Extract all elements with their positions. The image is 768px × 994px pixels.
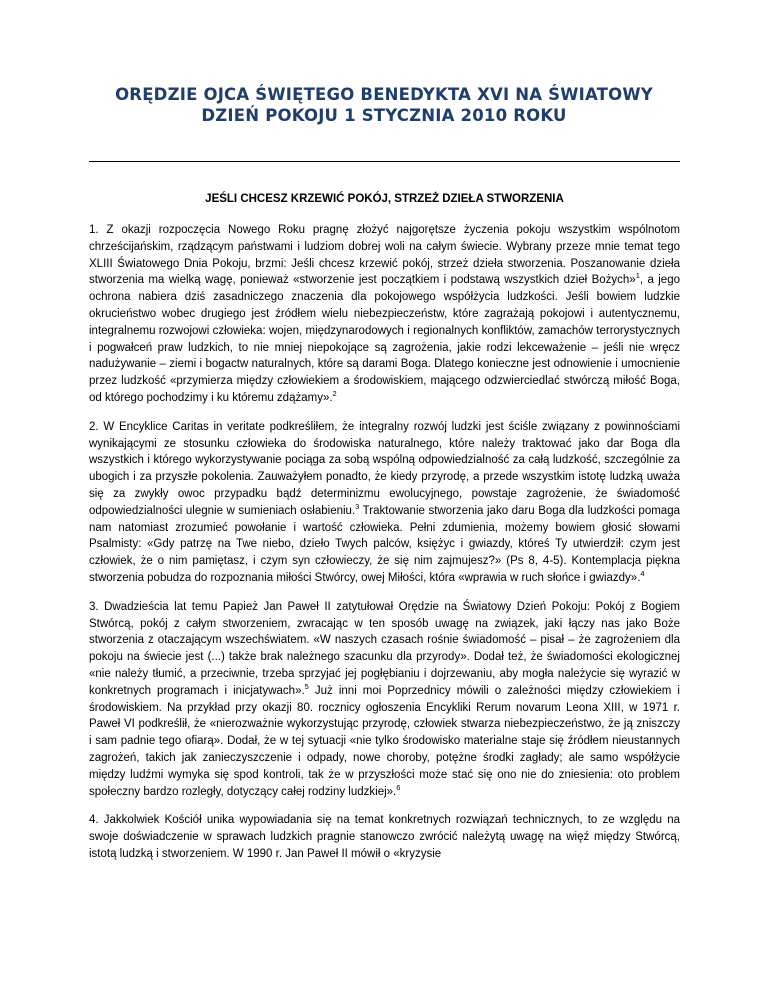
paragraph-1-part-b: , a jego ochrona nabiera dziś zasadniczego znaczenia dla pokojowego współżycia ludzkości. Jeśli bowiem ludzkie okrucieństwo wobec drugiego jest źródłem wielu niebezpieczeństw, które zagrażają pokojowi i autentycznemu, integralnemu rozwojowi człowieka: wojen, międzynarodowych i regionalnych konfliktów, zamachów terrorystycznych i pogwałceń praw ludzkich, to nie mniej niepokojące są zagrożenia, jakie rodzi lekceważenie – jeśli nie wręcz nadużywanie – ziemi i bogactw naturalnych, które są darami Boga. Dlatego konieczne jest odnowienie i umocnienie przez ludzkość «przymierza między człowiekiem a środowiskiem, mającego odzwierciedlać stwórczą miłość Boga, od którego pochodzimy i ku któremu zdążamy». <box>89 274 680 404</box>
title-line-1: ORĘDZIE OJCA ŚWIĘTEGO BENEDYKTA XVI NA ŚWIATOWY <box>115 85 653 104</box>
paragraph-1 <box>89 222 680 407</box>
paragraph-2-part-a: 2. W Encyklice Caritas in veritate podkreśliłem, że integralny rozwój ludzki jest ściśle związany z powinnościami wynikającymi ze stosunku człowieka do środowiska naturalnego, które należy traktować jako dar Boga dla wszystkich i którego wykorzystywanie pociąga za sobą wspólną odpowiedzialność za całą ludzkość, szczególnie za ubogich i za przyszłe pokolenia. Zauważyłem ponadto, że kiedy przyrodę, a przede wszystkim istotę ludzką uważa się za zwykły owoc przypadku bądź determinizmu ewolucyjnego, powstaje zagrożenie, że świadomość odpowiedzialności ulegnie w sumieniach osłabieniu. <box>89 420 680 517</box>
paragraph-4 <box>89 812 680 862</box>
paragraph-4-part-a: 4. Jakkolwiek Kościół unika wypowiadania się na temat konkretnych rozwiązań technicznych, to ze względu na swoje doświadczenie w sprawach ludzkich pragnie stanowczo zwrócić należytą uwagę na więź między Stwórcą, istotą ludzką i stworzeniem. W 1990 r. Jan Paweł II mówił o «kryzysie <box>89 814 680 860</box>
footnote-ref-3: 3 <box>355 501 360 511</box>
paragraph-3-part-a: 3. Dwadzieścia lat temu Papież Jan Paweł II zatytułował Orędzie na Światowy Dzień Pokoju: Pokój z Bogiem Stwórcą, pokój z całym stworzeniem, zwracając w ten sposób uwagę na związek, jaki łączy nas jako Boże stworzenia z otaczającym wszechświatem. «W naszych czasach rośnie świadomość – pisał – że zagrożeniem dla pokoju na świecie jest (...) także brak należnego szacunku dla przyrody». Dodał też, że świadomości ekologicznej «nie należy tłumić, a przeciwnie, trzeba sprzyjać jej pogłębianiu i dojrzewaniu, aby mogła należycie się wyrazić w konkretnych programach i inicjatywach». <box>89 600 680 697</box>
footnote-ref-1: 1 <box>635 271 640 281</box>
paragraph-3-part-b: Już inni moi Poprzednicy mówili o zależności między człowiekiem i środowiskiem. Na przykład przy okazji 80. rocznicy ogłoszenia Encykliki Rerum novarum Leona XIII, w 1971 r. Paweł VI podkreślił, że «nierozważnie wykorzystując przyrodę, człowiek stwarza niebezpieczeństwo, że ją zniszczy i sam padnie tego ofiarą». Dodał, że w tej sytuacji «nie tylko środowisko materialne staje się źródłem nieustannych zagrożeń, takich jak zanieczyszczenie i odpady, nowe choroby, potężne środki zagłady; ale samo współżycie między ludźmi wymyka się spod kontroli, tak że w przyszłości może stać się ono nie do zniesienia: oto problem społeczny bardzo rozległy, dotyczący całej rodziny ludzkiej». <box>89 684 680 798</box>
footnote-ref-5: 5 <box>304 681 309 691</box>
document-subtitle: JEŚLI CHCESZ KRZEWIĆ POKÓJ, STRZEŻ DZIEŁA STWORZENIA <box>205 193 564 205</box>
paragraph-2-part-b: Traktowanie stworzenia jako daru Boga dla ludzkości pomaga nam natomiast zrozumieć powołanie i wartość człowieka. Pełni zdumienia, możemy bowiem głosić słowami Psalmisty: «Gdy patrzę na Twe niebo, dzieło Twych palców, księżyc i gwiazdy, któreś Ty utwierdził: czym jest człowiek, że o nim pamiętasz, i czym syn człowieczy, że się nim zajmujesz?» (Ps 8, 4-5). Kontemplacja piękna stworzenia pobudza do rozpoznania miłości Stwórcy, owej Miłości, która «wprawia w ruch słońce i gwiazdy». <box>89 504 680 584</box>
document-body <box>89 222 680 875</box>
footnote-ref-6: 6 <box>396 782 401 792</box>
paragraph-1-part-a: 1. Z okazji rozpoczęcia Nowego Roku pragnę złożyć najgorętsze życzenia pokoju wszystkim wspólnotom chrześcijańskim, rządzącym państwami i ludziom dobrej woli na całym świecie. Wybrany przeze mnie temat tego XLIII Światowego Dnia Pokoju, brzmi: Jeśli chcesz krzewić pokój, strzeż dzieła stworzenia. Poszanowanie dzieła stworzenia ma wielką wagę, ponieważ «stworzenie jest początkiem i podstawą wszystkich dzieł Bożych» <box>89 224 680 287</box>
paragraph-3 <box>89 599 680 801</box>
document-title <box>80 84 688 126</box>
footnote-ref-4: 4 <box>640 569 645 579</box>
title-divider <box>89 161 680 162</box>
paragraph-2 <box>89 419 680 587</box>
footnote-ref-2: 2 <box>332 389 337 399</box>
title-line-2: DZIEŃ POKOJU 1 STYCZNIA 2010 ROKU <box>201 106 567 125</box>
